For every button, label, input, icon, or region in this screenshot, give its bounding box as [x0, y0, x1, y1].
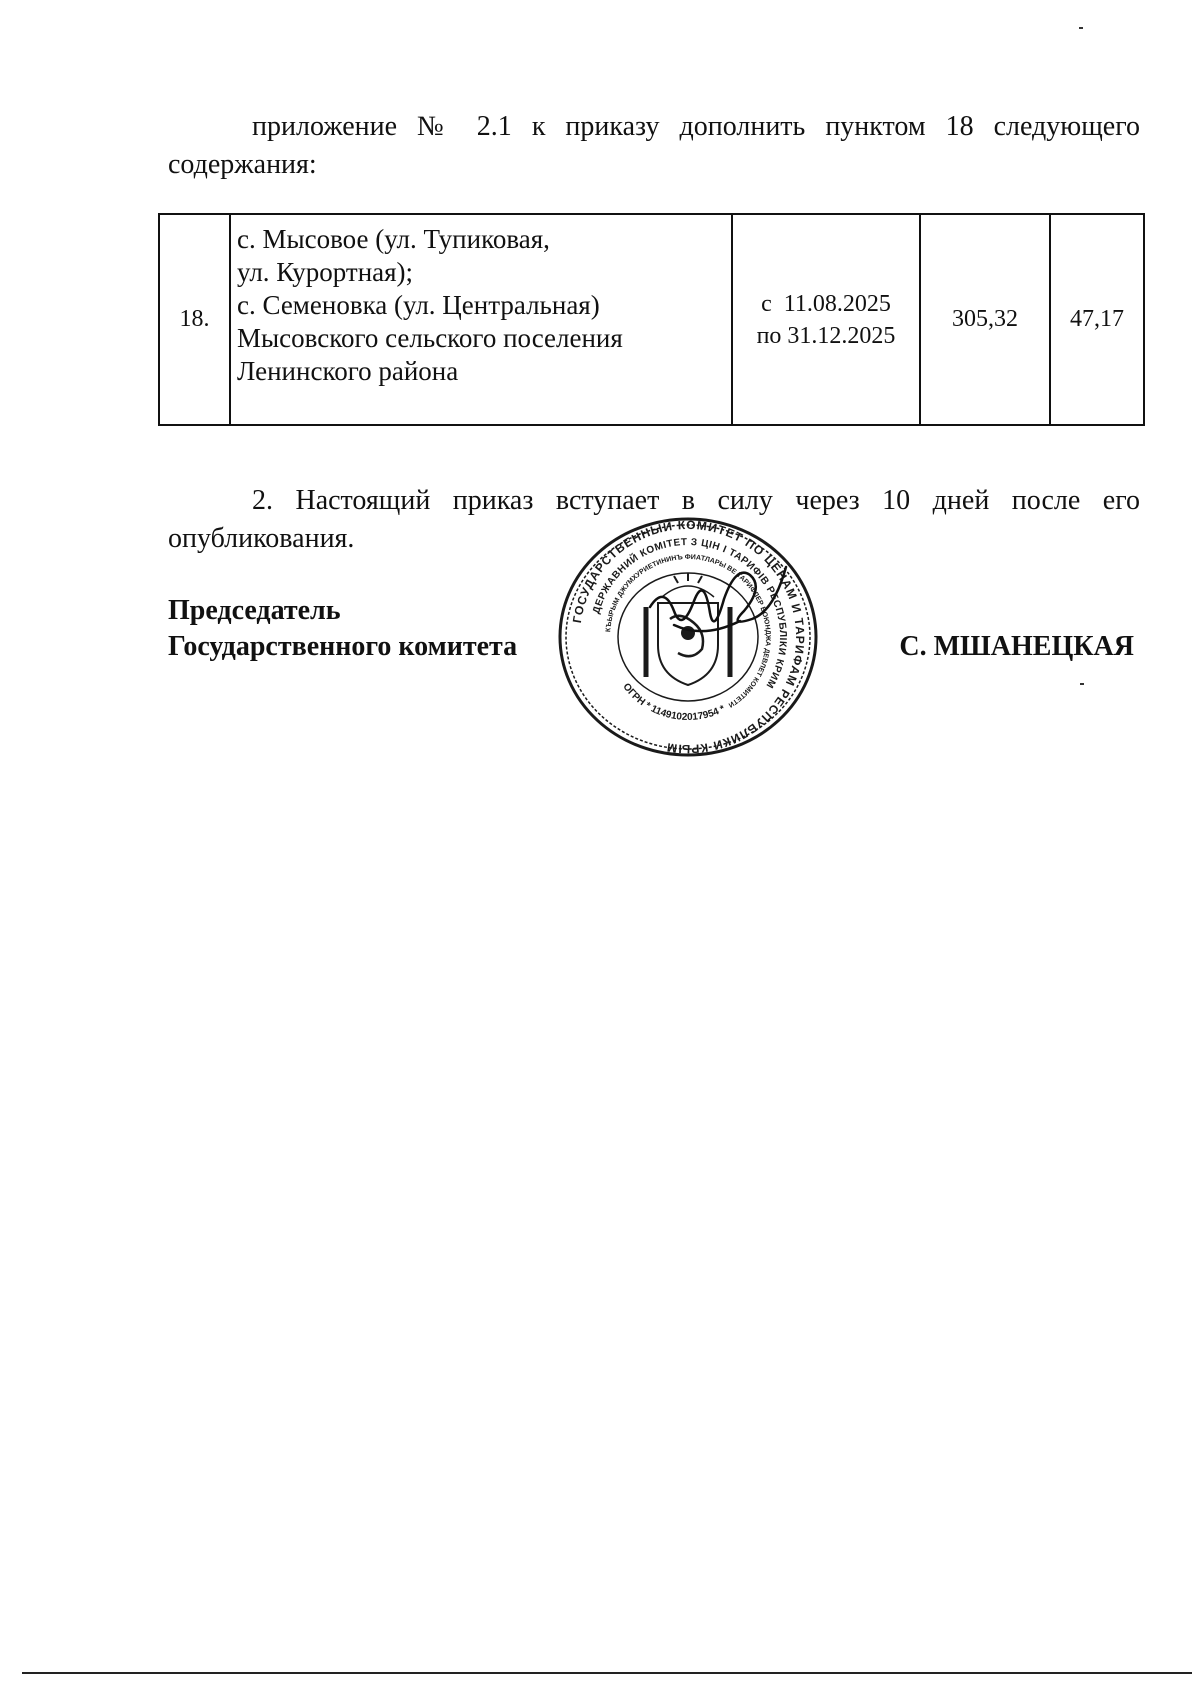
settlement-line: ул. Курортная);: [237, 257, 414, 287]
official-seal: [554, 515, 822, 759]
signatory-title: [168, 593, 517, 665]
period-cell: [732, 214, 920, 425]
value-1-cell: 305,32: [920, 214, 1050, 425]
settlement-line: Ленинского района: [237, 356, 459, 386]
settlement-line: Мысовского сельского поселения: [237, 323, 623, 353]
signatory-title-line-1: Председатель: [168, 595, 341, 626]
scan-speck: [1079, 27, 1083, 29]
row-number-cell: 18.: [159, 214, 230, 425]
value-2-cell: 47,17: [1050, 214, 1144, 425]
seal-inner-text: КЪЫРЫМ ДЖУМХУРИЕТИНИНЪ ФИАТЛАРЫ ВЕ ТАРИФЛЕР БОЮНДЖА ДЕВЛЕТ КОМИТЕТИ: [605, 553, 772, 709]
settlement-line: с. Мысовое (ул. Тупиковая,: [237, 224, 550, 254]
seal-ogrn-text: ОГРН * 1149102017954 *: [620, 681, 728, 724]
period-to: по 31.12.2025: [756, 322, 896, 349]
seal-middle-text: ДЕРЖАВНИЙ КОМІТЕТ З ЦІН І ТАРИФІВ РЕСПУБЛІКИ КРИМ: [591, 536, 789, 691]
seal-outer-text: ГОСУДАРСТВЕННЫЙ КОМИТЕТ ПО ЦЕНАМ И ТАРИФАМ РЕСПУБЛИКИ КРЫМ: [569, 517, 808, 757]
settlement-cell: [230, 214, 732, 425]
clause-2-text: 2. Настоящий приказ вступает в силу через 10 дней после его опубликования.: [168, 485, 1140, 554]
settlement-line: с. Семеновка (ул. Центральная): [237, 290, 600, 320]
signatory-title-line-2: Государственного комитета: [168, 631, 518, 662]
period-from: с 11.08.2025: [761, 290, 891, 317]
intro-text: приложение № 2.1 к приказу дополнить пунктом 18 следующего содержания:: [168, 111, 1140, 180]
footer-rule: [22, 1672, 1192, 1674]
intro-paragraph: [168, 108, 1140, 184]
scan-speck: [1080, 683, 1084, 685]
signatory-name: С. МШАНЕЦКАЯ: [899, 631, 1134, 662]
table-row: [159, 214, 1144, 425]
appendix-table: [158, 213, 1145, 426]
